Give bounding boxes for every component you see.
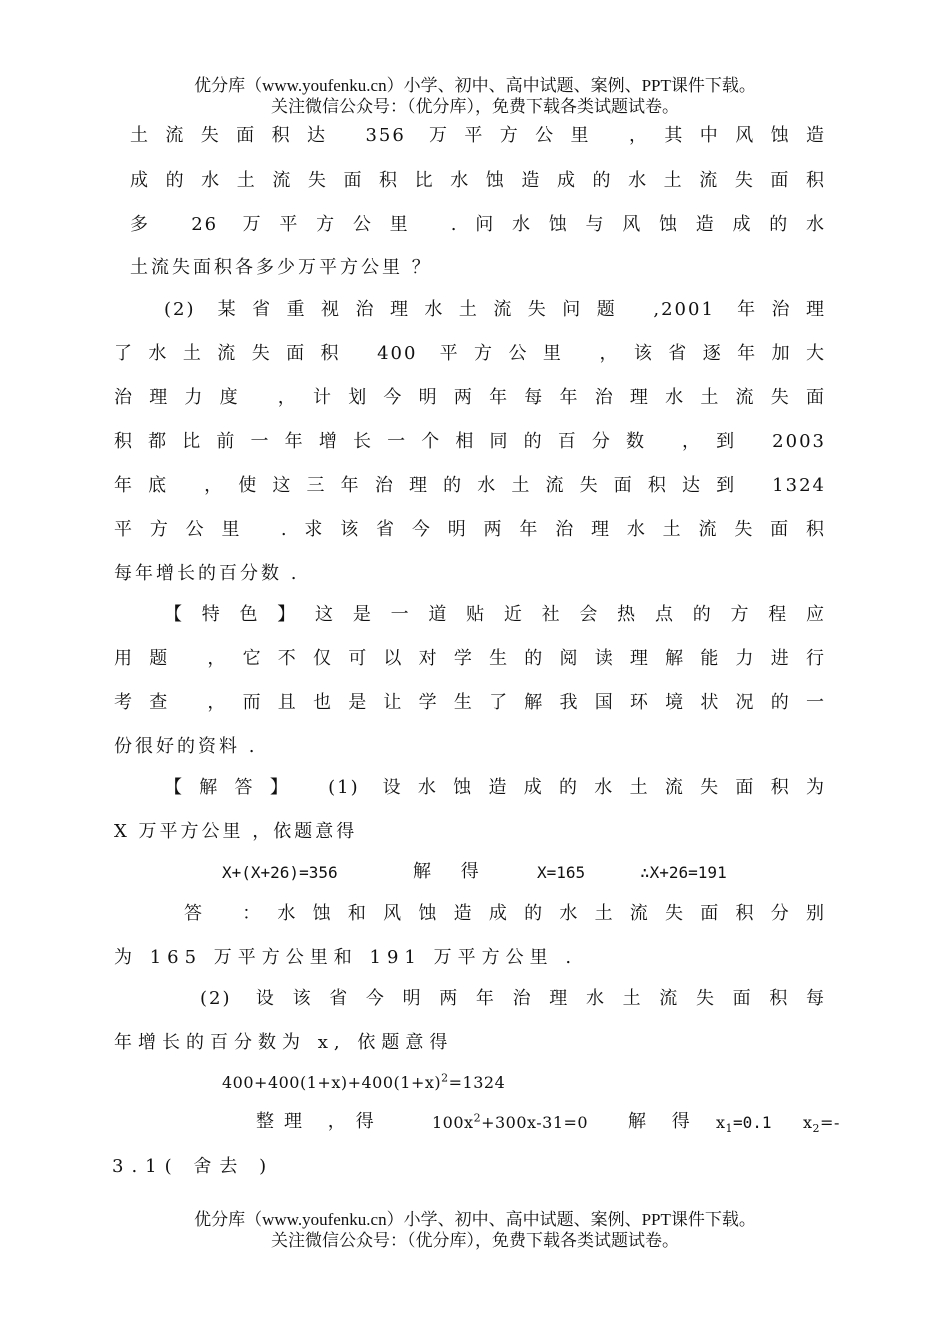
eq3-x2-var: x [803, 1113, 813, 1132]
p2-line-1: (2) 某省重视治理水土流失问题 ,2001 年治理 [164, 299, 826, 320]
eq2-left: 400+400(1+x)+400(1+x) [222, 1073, 442, 1092]
p1-line-3: 多 26 万平方公里 .问水蚀与风蚀造成的水 [130, 214, 826, 235]
part2-line-1: (2) 设该省今明两年治理水土流失面积每 [200, 988, 826, 1009]
eq3-x1-sub: 1 [725, 1122, 734, 1136]
footer-line-1: 优分库（www.youfenku.cn）小学、初中、高中试题、案例、PPT课件下载。 [194, 1210, 756, 1229]
p2-line-7: 每年增长的百分数 . [114, 563, 300, 584]
eq1-equation: X+(X+26)=356 [222, 863, 338, 882]
p2-line-5: 年底 ，使这三年治理的水土流失面积达到 1324 [114, 475, 826, 496]
eq3-x2 [803, 1112, 840, 1134]
eq3-x1-value: =0.1 [733, 1113, 772, 1132]
eq1-solve-word: 解 得 [413, 861, 491, 882]
answer2-line-1: 答 ：水蚀和风蚀造成的水土流失面积分别 [184, 903, 826, 924]
eq3-organize-word: 整理 ，得 [256, 1111, 384, 1132]
eq1-consequence: ∴X+26=191 [640, 863, 727, 882]
p2-line-4: 积都比前一年增长一个相同的百分数 ，到 2003 [114, 431, 826, 452]
eq3-poly-exponent: 2 [473, 1111, 482, 1125]
eq3-poly-a: 100x [432, 1113, 474, 1132]
footer-line-2: 关注微信公众号：（优分库），免费下载各类试题试卷。 [271, 1231, 679, 1250]
eq2-exponent: 2 [441, 1071, 449, 1085]
eq3-poly-b: +300x-31=0 [481, 1113, 589, 1132]
p1-line-2: 成的水土流失面积比水蚀造成的水土流失面积 [130, 170, 826, 191]
feature-line-1: 【特色】这是一道贴近社会热点的方程应 [164, 604, 826, 625]
eq1-solution: X=165 [537, 863, 586, 882]
eq3-x1 [716, 1112, 772, 1134]
feature-line-3: 考查 ，而且也是让学生了解我国环境状况的一 [114, 692, 826, 713]
eq3-x2-value: =- [820, 1113, 840, 1132]
eq2-right: =1324 [448, 1073, 506, 1092]
feature-line-2: 用题 ，它不仅可以对学生的阅读理解能力进行 [114, 648, 826, 669]
answer-line-1: 【解答】 (1) 设水蚀造成的水土流失面积为 [164, 777, 826, 798]
feature-line-4: 份很好的资料 . [114, 736, 258, 757]
answer2-line-2: 为 165 万平方公里和 191 万平方公里 . [114, 947, 578, 968]
answer-line-2: X 万平方公里 ，依题意得 [114, 821, 358, 842]
equation-2 [222, 1072, 505, 1094]
p2-line-2: 了水土流失面积 400 平方公里 ，该省逐年加大 [114, 343, 826, 364]
p2-line-3: 治理力度 ，计划今明两年每年治理水土流失面 [114, 387, 826, 408]
p1-line-4: 土流失面积各多少万平方公里 ？ [130, 257, 433, 278]
header-line-1: 优分库（www.youfenku.cn）小学、初中、高中试题、案例、PPT课件下载。 [194, 76, 756, 95]
part2-line-2: 年增长的百分数为 x, 依题意得 [114, 1032, 454, 1053]
eq3-polynomial [432, 1112, 588, 1134]
p2-line-6: 平方公里 .求该省今明两年治理水土流失面积 [114, 519, 826, 540]
eq3-x1-var: x [716, 1113, 726, 1132]
header-line-2: 关注微信公众号：（优分库），免费下载各类试题试卷。 [271, 97, 679, 116]
p1-line-1: 土流失面积达 356 万平方公里 ，其中风蚀造 [130, 125, 826, 146]
eq3-x2-sub: 2 [812, 1122, 821, 1136]
eq3-solve-word: 解 得 [628, 1111, 700, 1132]
last-line: 3.1( 舍去 ) [112, 1156, 275, 1177]
